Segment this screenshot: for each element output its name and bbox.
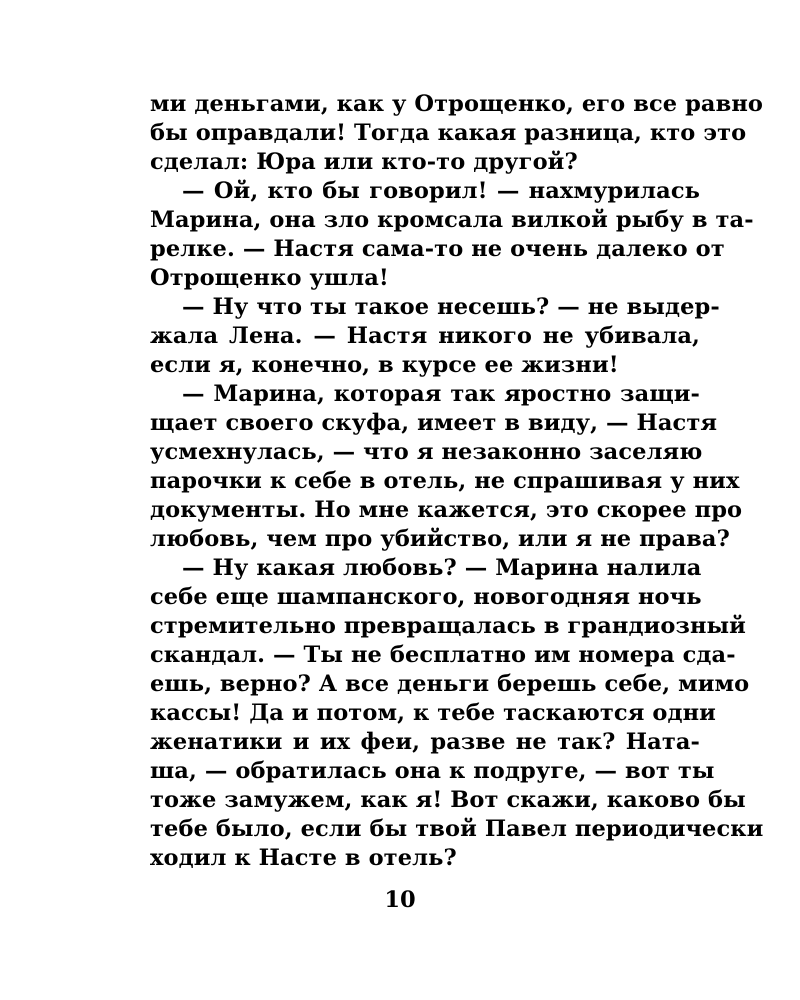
text-line: щает своего скуфа, имеет в виду, — Настя xyxy=(150,410,718,436)
text-line: любовь, чем про убийство, или я не права? xyxy=(150,526,730,552)
text-line: стремительно превращалась в грандиозный xyxy=(150,613,746,639)
text-line: релке. — Настя сама-то не очень далеко от xyxy=(150,236,725,262)
text-line: ходил к Насте в отель? xyxy=(150,845,457,871)
text-line: если я, конечно, в курсе ее жизни! xyxy=(150,352,619,378)
page-number: 10 xyxy=(384,887,416,913)
text-line: Отрощенко ушла! xyxy=(150,265,389,291)
text-line: ешь, верно? А все деньги берешь себе, мимо xyxy=(150,671,750,697)
text-line: скандал. — Ты не бесплатно им номера сда- xyxy=(150,642,736,668)
text-line: ша, — обратилась она к подруге, — вот ты xyxy=(150,758,715,784)
text-line: — Марина, которая так яростно защи- xyxy=(182,381,700,407)
text-line: кассы! Да и потом, к тебе таскаются одни xyxy=(150,700,716,726)
text-line: сделал: Юра или кто-то другой? xyxy=(150,149,578,175)
text-line: парочки к себе в отель, не спрашивая у них xyxy=(150,468,740,494)
text-line: документы. Но мне кажется, это скорее про xyxy=(150,497,743,523)
text-line: бы оправдали! Тогда какая разница, кто это xyxy=(150,120,747,146)
text-line: женатики и их феи, разве не так? Ната- xyxy=(150,729,700,755)
text-line: — Ну что ты такое несешь? — не выдер- xyxy=(182,294,720,320)
text-line: — Ой, кто бы говорил! — нахмурилась xyxy=(182,178,700,204)
text-line: — Ну какая любовь? — Марина налила xyxy=(182,555,702,581)
text-line: тоже замужем, как я! Вот скажи, каково бы xyxy=(150,787,746,813)
text-line: жала Лена. — Настя никого не убивала, xyxy=(150,323,700,349)
text-line: тебе было, если бы твой Павел периодически xyxy=(150,816,764,842)
text-line: Марина, она зло кромсала вилкой рыбу в та- xyxy=(150,207,754,233)
text-line: ми деньгами, как у Отрощенко, его все равно xyxy=(150,91,764,117)
body-text xyxy=(150,90,764,873)
text-line: усмехнулась, — что я незаконно заселяю xyxy=(150,439,703,465)
text-line: себе еще шампанского, новогодняя ночь xyxy=(150,584,702,610)
